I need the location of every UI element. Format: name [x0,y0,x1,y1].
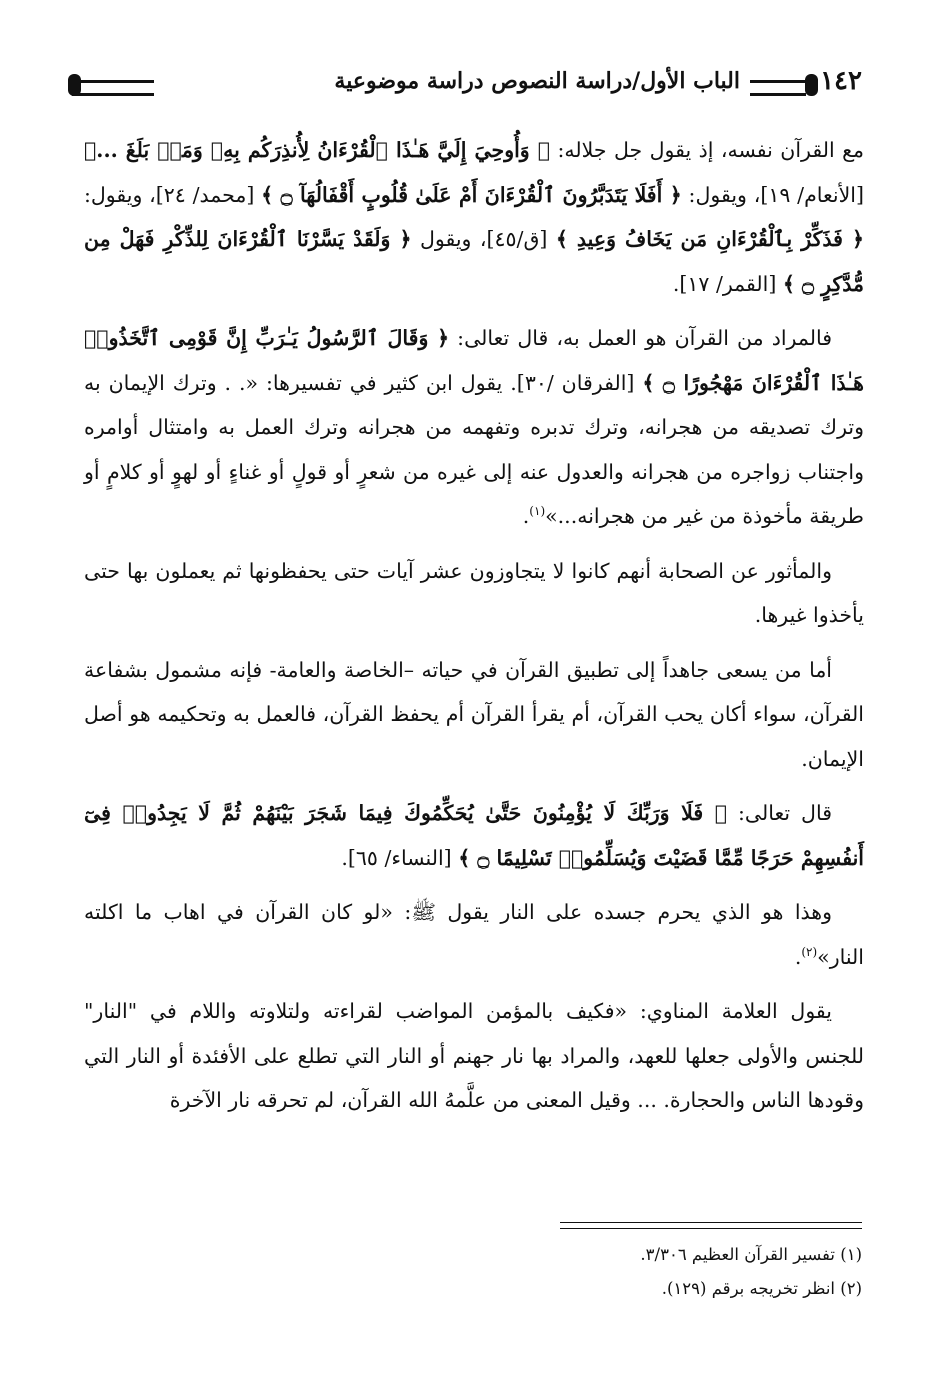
footnote-2: (٢) انظر تخريجه برقم (١٢٩). [661,1279,862,1298]
paragraph-6: وهذا هو الذي يحرم جسده على النار يقول ﷺ: «لو كان القرآن في اهاب ما اكلته النار»$^{(٢)}$. [84,900,864,969]
quran-verse: ﴿ أَفَلَا يَتَدَبَّرُونَ ٱلْقُرْءَانَ أَمْ عَلَىٰ قُلُوبٍ أَقْفَالُهَآ ۝ ﴾ [261,182,682,207]
quran-verse: ﴿ وَقَالَ ٱلرَّسُولُ يَـٰرَبِّ إِنَّ قَوْمِى ٱتَّخَذُوا۟ هَـٰذَا ٱلْقُرْءَانَ مَهْجُورًا ۝ ﴾ [84,326,864,395]
footnote-1: (١) تفسير القرآن العظيم ٣/٣٠٦. [640,1245,862,1264]
quran-verse: ﴿ وَلَقَدْ يَسَّرْنَا ٱلْقُرْءَانَ لِلذِّكْرِ فَهَلْ مِن مُّدَّكِرٍ ۝ ﴾ [84,227,864,296]
footnote-divider [560,1222,862,1223]
page-header [72,66,862,106]
footnotes [560,1238,862,1306]
paragraph-3: والمأثور عن الصحابة أنهم كانوا لا يتجاوزون عشر آيات حتى يحفظونها ثم يعملون بها حتى يأخذوا غيرها. [84,558,864,627]
header-rule-left [72,80,154,96]
header-rule-right [750,80,806,96]
paragraph-1: مع القرآن نفسه، إذ يقول جل جلاله: ﴿ وَأُوحِيَ إِلَيَّ هَـٰذَا ٱلْقُرْءَانُ لِأُنذِرَكُم بِهِۦ وَمَنۢ بَلَغَ ...﴾ [الأنعام/ ١٩]، ويقول: ﴿ أَفَلَا يَتَدَبَّرُونَ ٱلْقُرْءَانَ أَمْ عَلَىٰ قُلُوبٍ أَقْفَالُهَآ ۝ ﴾ [محمد/ ٢٤]، ويقول: ﴿ فَذَكِّرْ بِٱلْقُرْءَانِ مَن يَخَافُ وَعِيدِ ﴾ [ق/٤٥]، ويقول ﴿ وَلَقَدْ يَسَّرْنَا ٱلْقُرْءَانَ لِلذِّكْرِ فَهَلْ مِن مُّدَّكِرٍ ۝ ﴾ [القمر/ ١٧]. [84,138,865,296]
page-number: ١٤٢ [820,66,862,96]
quran-verse: ﴿ وَأُوحِيَ إِلَيَّ هَـٰذَا ٱلْقُرْءَانُ لِأُنذِرَكُم بِهِۦ وَمَنۢ بَلَغَ ...﴾ [84,138,551,162]
quran-verse: ﴿ فَلَا وَرَبِّكَ لَا يُؤْمِنُونَ حَتَّىٰ يُحَكِّمُوكَ فِيمَا شَجَرَ بَيْنَهُمْ ثُمَّ لَا يَجِدُوا۟ فِىٓ أَنفُسِهِمْ حَرَجًا مِّمَّا قَضَيْتَ وَيُسَلِّمُوا۟ تَسْلِيمًا ۝ ﴾ [84,801,864,870]
paragraph-7: يقول العلامة المناوي: «فكيف بالمؤمن المواضب لقراءته ولتلاوته واللام في "النار" للجنس والأولى جعلها للعهد، والمراد بها نار جهنم أو النار التي تطلع على الأفئدة أو النار التي وقودها الناس والحجارة. ... وقيل المعنى من علَّمهُ الله القرآن، لم تحرقه نار الآخرة [84,999,864,1112]
header-title: الباب الأول/دراسة النصوص دراسة موضوعية [334,68,740,94]
paragraph-5: قال تعالى: ﴿ فَلَا وَرَبِّكَ لَا يُؤْمِنُونَ حَتَّىٰ يُحَكِّمُوكَ فِيمَا شَجَرَ بَيْنَهُمْ ثُمَّ لَا يَجِدُوا۟ فِىٓ أَنفُسِهِمْ حَرَجًا مِّمَّا قَضَيْتَ وَيُسَلِّمُوا۟ تَسْلِيمًا ۝ ﴾ [النساء/ ٦٥]. [84,801,864,870]
footnote-marker[interactable]: (٢) [801,944,818,959]
body-text [84,128,864,1133]
footnote-divider-secondary [560,1228,862,1229]
quran-verse: ﴿ فَذَكِّرْ بِٱلْقُرْءَانِ مَن يَخَافُ وَعِيدِ ﴾ [555,227,865,251]
header-ornament-right [805,74,818,96]
paragraph-4: أما من يسعى جاهداً إلى تطبيق القرآن في حياته –الخاصة والعامة- فإنه مشمول بشفاعة القرآن، سواء أكان يحب القرآن، أم يقرأ القرآن أم يحفظ القرآن، فالعمل به وتحكيمه هو أصل الإيمان. [84,657,864,771]
header-ornament-left [68,74,81,96]
paragraph-2: فالمراد من القرآن هو العمل به، قال تعالى: ﴿ وَقَالَ ٱلرَّسُولُ يَـٰرَبِّ إِنَّ قَوْمِى ٱتَّخَذُوا۟ هَـٰذَا ٱلْقُرْءَانَ مَهْجُورًا ۝ ﴾ [الفرقان /٣٠]. يقول ابن كثير في تفسيرها: «. . وترك الإيمان به وترك تصديقه من هجرانه، وترك تدبره وتفهمه من هجرانه وترك العمل به وامتثال أوامره واجتناب زواجره من هجرانه والعدول عنه إلى غيره من شعرٍ أو قولٍ أو غناءٍ أو لهوٍ أو كلامٍ أو طريقة مأخوذة من غير من هجرانه...»$^{(١)}$. [84,326,864,528]
footnote-marker[interactable]: (١) [529,504,546,519]
